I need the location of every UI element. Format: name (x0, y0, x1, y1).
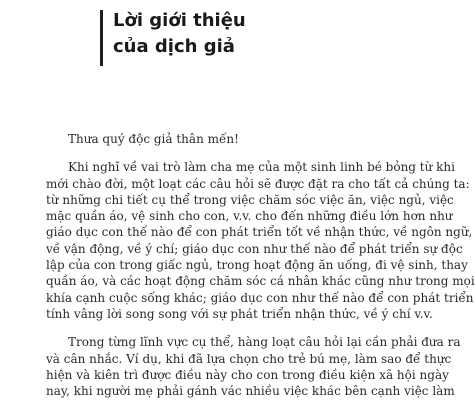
paragraph-2-line: và cân nhắc. Ví dụ, khi đã lựa chọn cho trẻ bú mẹ, làm sao để thực (46, 351, 452, 366)
paragraph-1-line: mới chào đời, một loạt các câu hỏi sẽ được đặt ra cho tất cả chúng ta: (46, 176, 470, 191)
chapter-title-line-1: Lời giới thiệu (113, 10, 246, 31)
paragraph-1-line: Khi nghĩ về vai trò làm cha mẹ của một sinh linh bé bỏng từ khi (68, 160, 455, 175)
paragraph-2-line: Trong từng lĩnh vực cụ thể, hàng loạt câu hỏi lại cần phải đưa ra (68, 335, 461, 350)
paragraph-2 (46, 334, 461, 399)
paragraph-1-line: khía cạnh cuộc sống khác; giáo dục con như thế nào để con phát triển (46, 290, 474, 305)
greeting: Thưa quý độc giả thân mến! (68, 132, 239, 146)
chapter-title (113, 8, 393, 60)
paragraph-1-line: giáo dục con thế nào để con phát triển tốt về nhận thức, về ngôn ngữ, (46, 225, 473, 240)
paragraph-1-line: quần áo, và các hoạt động chăm sóc cá nhân khác cũng như trong mọi (46, 274, 475, 289)
paragraph-1-line: từ những chi tiết cụ thể trong việc chăm sóc việc ăn, việc ngủ, việc (46, 192, 454, 207)
paragraph-2-line: hiện và kiên trì được điều này cho con trong điều kiện xã hội ngày (46, 367, 449, 382)
paragraph-1 (46, 159, 475, 322)
paragraph-1-line: lập của con trong giấc ngủ, trong hoạt động ăn uống, đi vệ sinh, thay (46, 258, 468, 273)
paragraph-spacer (46, 147, 376, 159)
paragraph-1-line: tính vâng lời song song với sự phát triển nhận thức, về ý chí v.v. (46, 306, 433, 321)
chapter-title-line-2: của dịch giả (113, 36, 235, 57)
paragraph-1-line: mặc quần áo, vệ sinh cho con, v.v. cho đến những điều lớn hơn như (46, 209, 453, 224)
title-accent-bar (100, 10, 103, 66)
paragraph-1-line: về vận động, về ý chí; giáo dục con như thế nào để phát triển sự độc (46, 241, 463, 256)
paragraph-spacer (46, 322, 376, 334)
paragraph-2-line: nay, khi người mẹ phải gánh vác nhiều việc khác bên cạnh việc làm (46, 384, 455, 399)
body-text (46, 131, 475, 399)
